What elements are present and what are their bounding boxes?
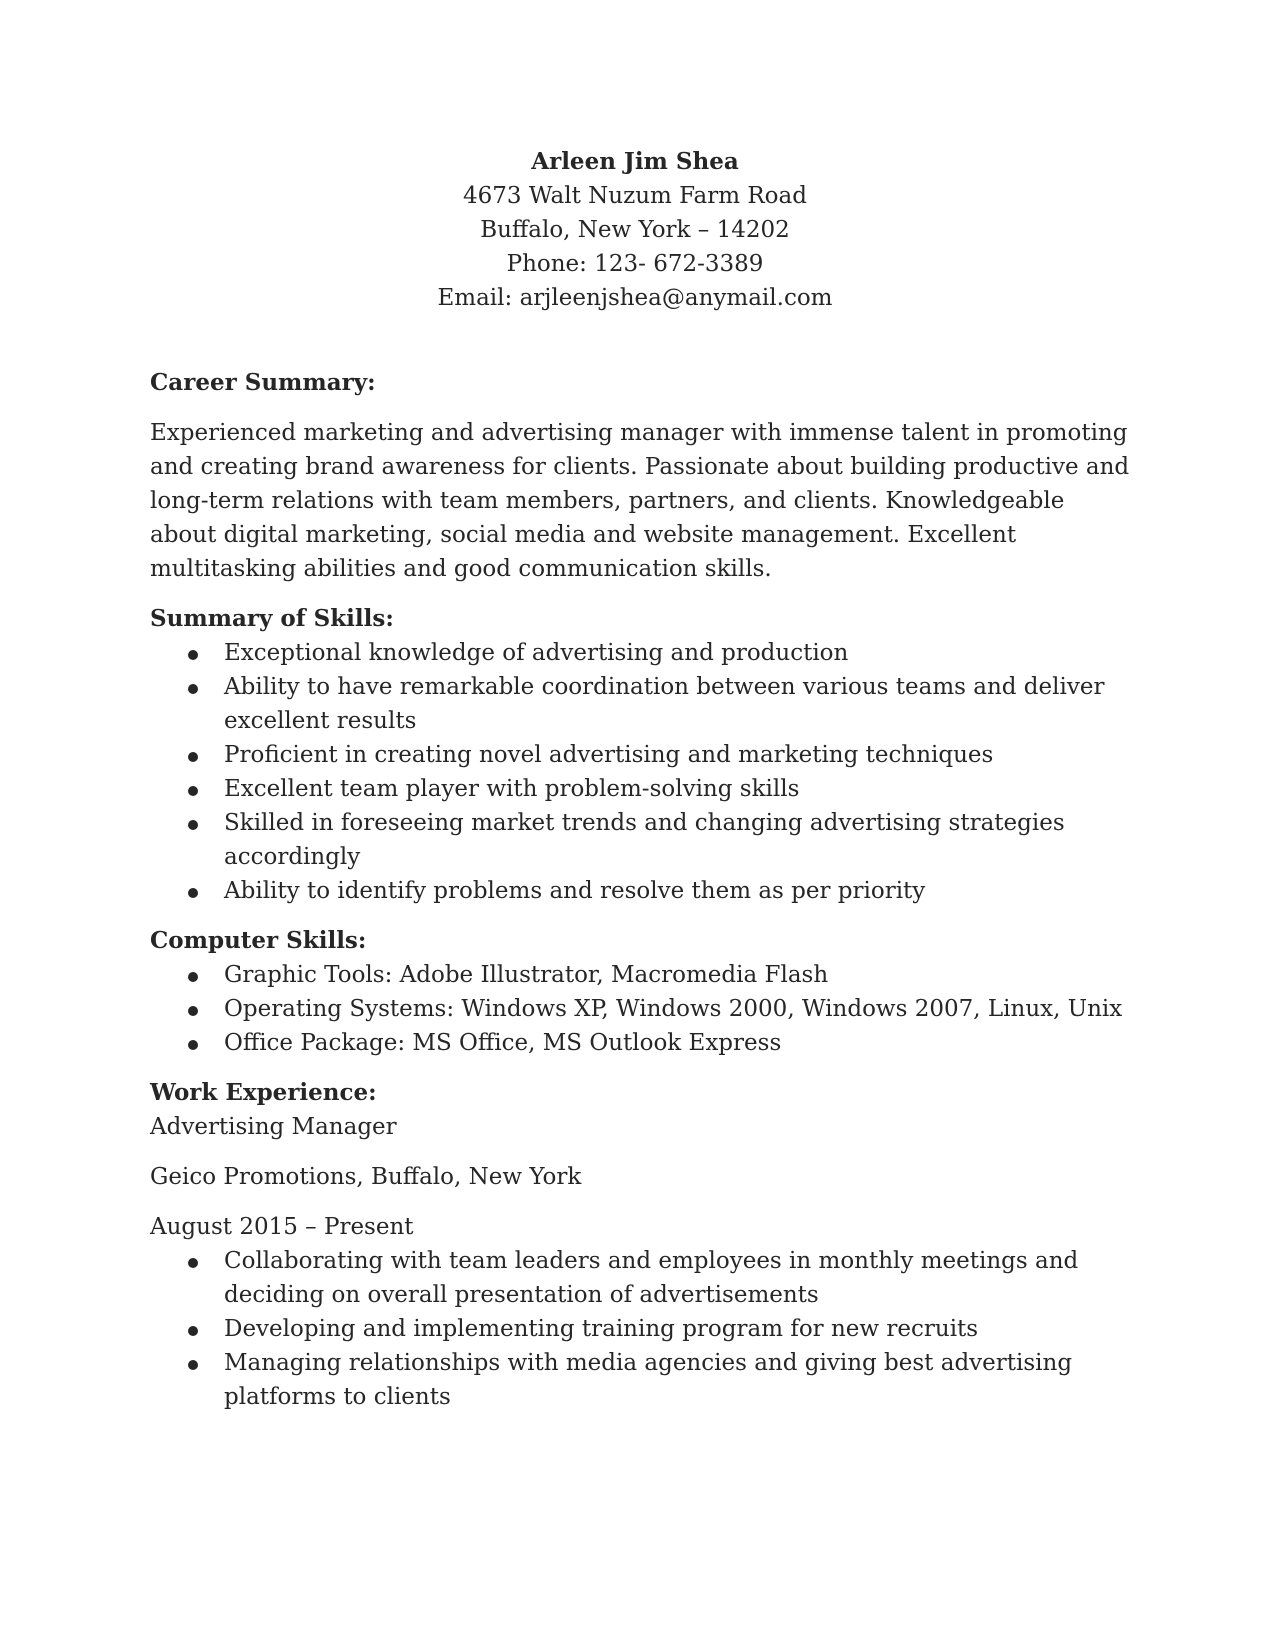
list-item bbox=[150, 738, 1130, 772]
bullet-icon bbox=[188, 1006, 198, 1016]
list-item-text: Collaborating with team leaders and employees in monthly meetings and deciding on overall presentation of advertisements bbox=[224, 1248, 1079, 1308]
employment-dates: August 2015 – Present bbox=[150, 1214, 414, 1240]
career-summary-heading: Career Summary: bbox=[150, 369, 376, 396]
bullet-icon bbox=[188, 1360, 198, 1370]
bullet-icon bbox=[188, 1040, 198, 1050]
list-item bbox=[150, 992, 1130, 1026]
list-item bbox=[150, 1312, 1130, 1346]
list-item bbox=[150, 670, 1130, 738]
list-item-text: Office Package: MS Office, MS Outlook Express bbox=[224, 1030, 782, 1056]
list-item bbox=[150, 874, 1130, 908]
list-item-text: Ability to identify problems and resolve them as per priority bbox=[224, 878, 926, 904]
list-item bbox=[150, 958, 1130, 992]
list-item bbox=[150, 636, 1130, 670]
resume-content bbox=[150, 145, 1130, 1414]
address-city: Buffalo, New York – 14202 bbox=[480, 217, 790, 243]
work-experience-heading: Work Experience: bbox=[150, 1079, 377, 1106]
list-item-text: Graphic Tools: Adobe Illustrator, Macromedia Flash bbox=[224, 962, 829, 988]
list-item bbox=[150, 806, 1130, 874]
list-item-text: Developing and implementing training program for new recruits bbox=[224, 1316, 979, 1342]
bullet-icon bbox=[188, 1258, 198, 1268]
bullet-icon bbox=[188, 820, 198, 830]
bullet-icon bbox=[188, 752, 198, 762]
bullet-icon bbox=[188, 786, 198, 796]
applicant-name: Arleen Jim Shea bbox=[531, 148, 739, 175]
phone-number: Phone: 123- 672-3389 bbox=[506, 251, 764, 277]
list-item-text: Excellent team player with problem-solving skills bbox=[224, 776, 800, 802]
bullet-icon bbox=[188, 972, 198, 982]
list-item bbox=[150, 1346, 1130, 1414]
work-duties-list bbox=[150, 1244, 1130, 1414]
email-address: Email: arjleenjshea@anymail.com bbox=[437, 285, 833, 311]
bullet-icon bbox=[188, 684, 198, 694]
list-item-text: Skilled in foreseeing market trends and changing advertising strategies accordingly bbox=[224, 810, 1065, 870]
job-title: Advertising Manager bbox=[150, 1114, 397, 1140]
skills-list bbox=[150, 636, 1130, 908]
skills-summary-heading: Summary of Skills: bbox=[150, 605, 394, 632]
bullet-icon bbox=[188, 1326, 198, 1336]
bullet-icon bbox=[188, 650, 198, 660]
list-item bbox=[150, 772, 1130, 806]
career-summary-text: Experienced marketing and advertising manager with immense talent in promoting and creating brand awareness for clients. Passionate about building productive and long-term relations with team members, partners, and clients. Knowledgeable about digital marketing, social media and website management. Excellent multitasking abilities and good communication skills. bbox=[150, 420, 1130, 582]
list-item-text: Operating Systems: Windows XP, Windows 2000, Windows 2007, Linux, Unix bbox=[224, 996, 1123, 1022]
list-item-text: Proficient in creating novel advertising and marketing techniques bbox=[224, 742, 994, 768]
list-item-text: Exceptional knowledge of advertising and production bbox=[224, 640, 849, 666]
contact-header bbox=[150, 145, 1120, 315]
company-name: Geico Promotions, Buffalo, New York bbox=[150, 1164, 582, 1190]
list-item-text: Managing relationships with media agencies and giving best advertising platforms to clients bbox=[224, 1350, 1073, 1410]
computer-skills-heading: Computer Skills: bbox=[150, 927, 367, 954]
list-item bbox=[150, 1026, 1130, 1060]
list-item-text: Ability to have remarkable coordination between various teams and deliver excellent results bbox=[224, 674, 1105, 734]
list-item bbox=[150, 1244, 1130, 1312]
computer-skills-list bbox=[150, 958, 1130, 1060]
bullet-icon bbox=[188, 888, 198, 898]
address-street: 4673 Walt Nuzum Farm Road bbox=[463, 183, 807, 209]
